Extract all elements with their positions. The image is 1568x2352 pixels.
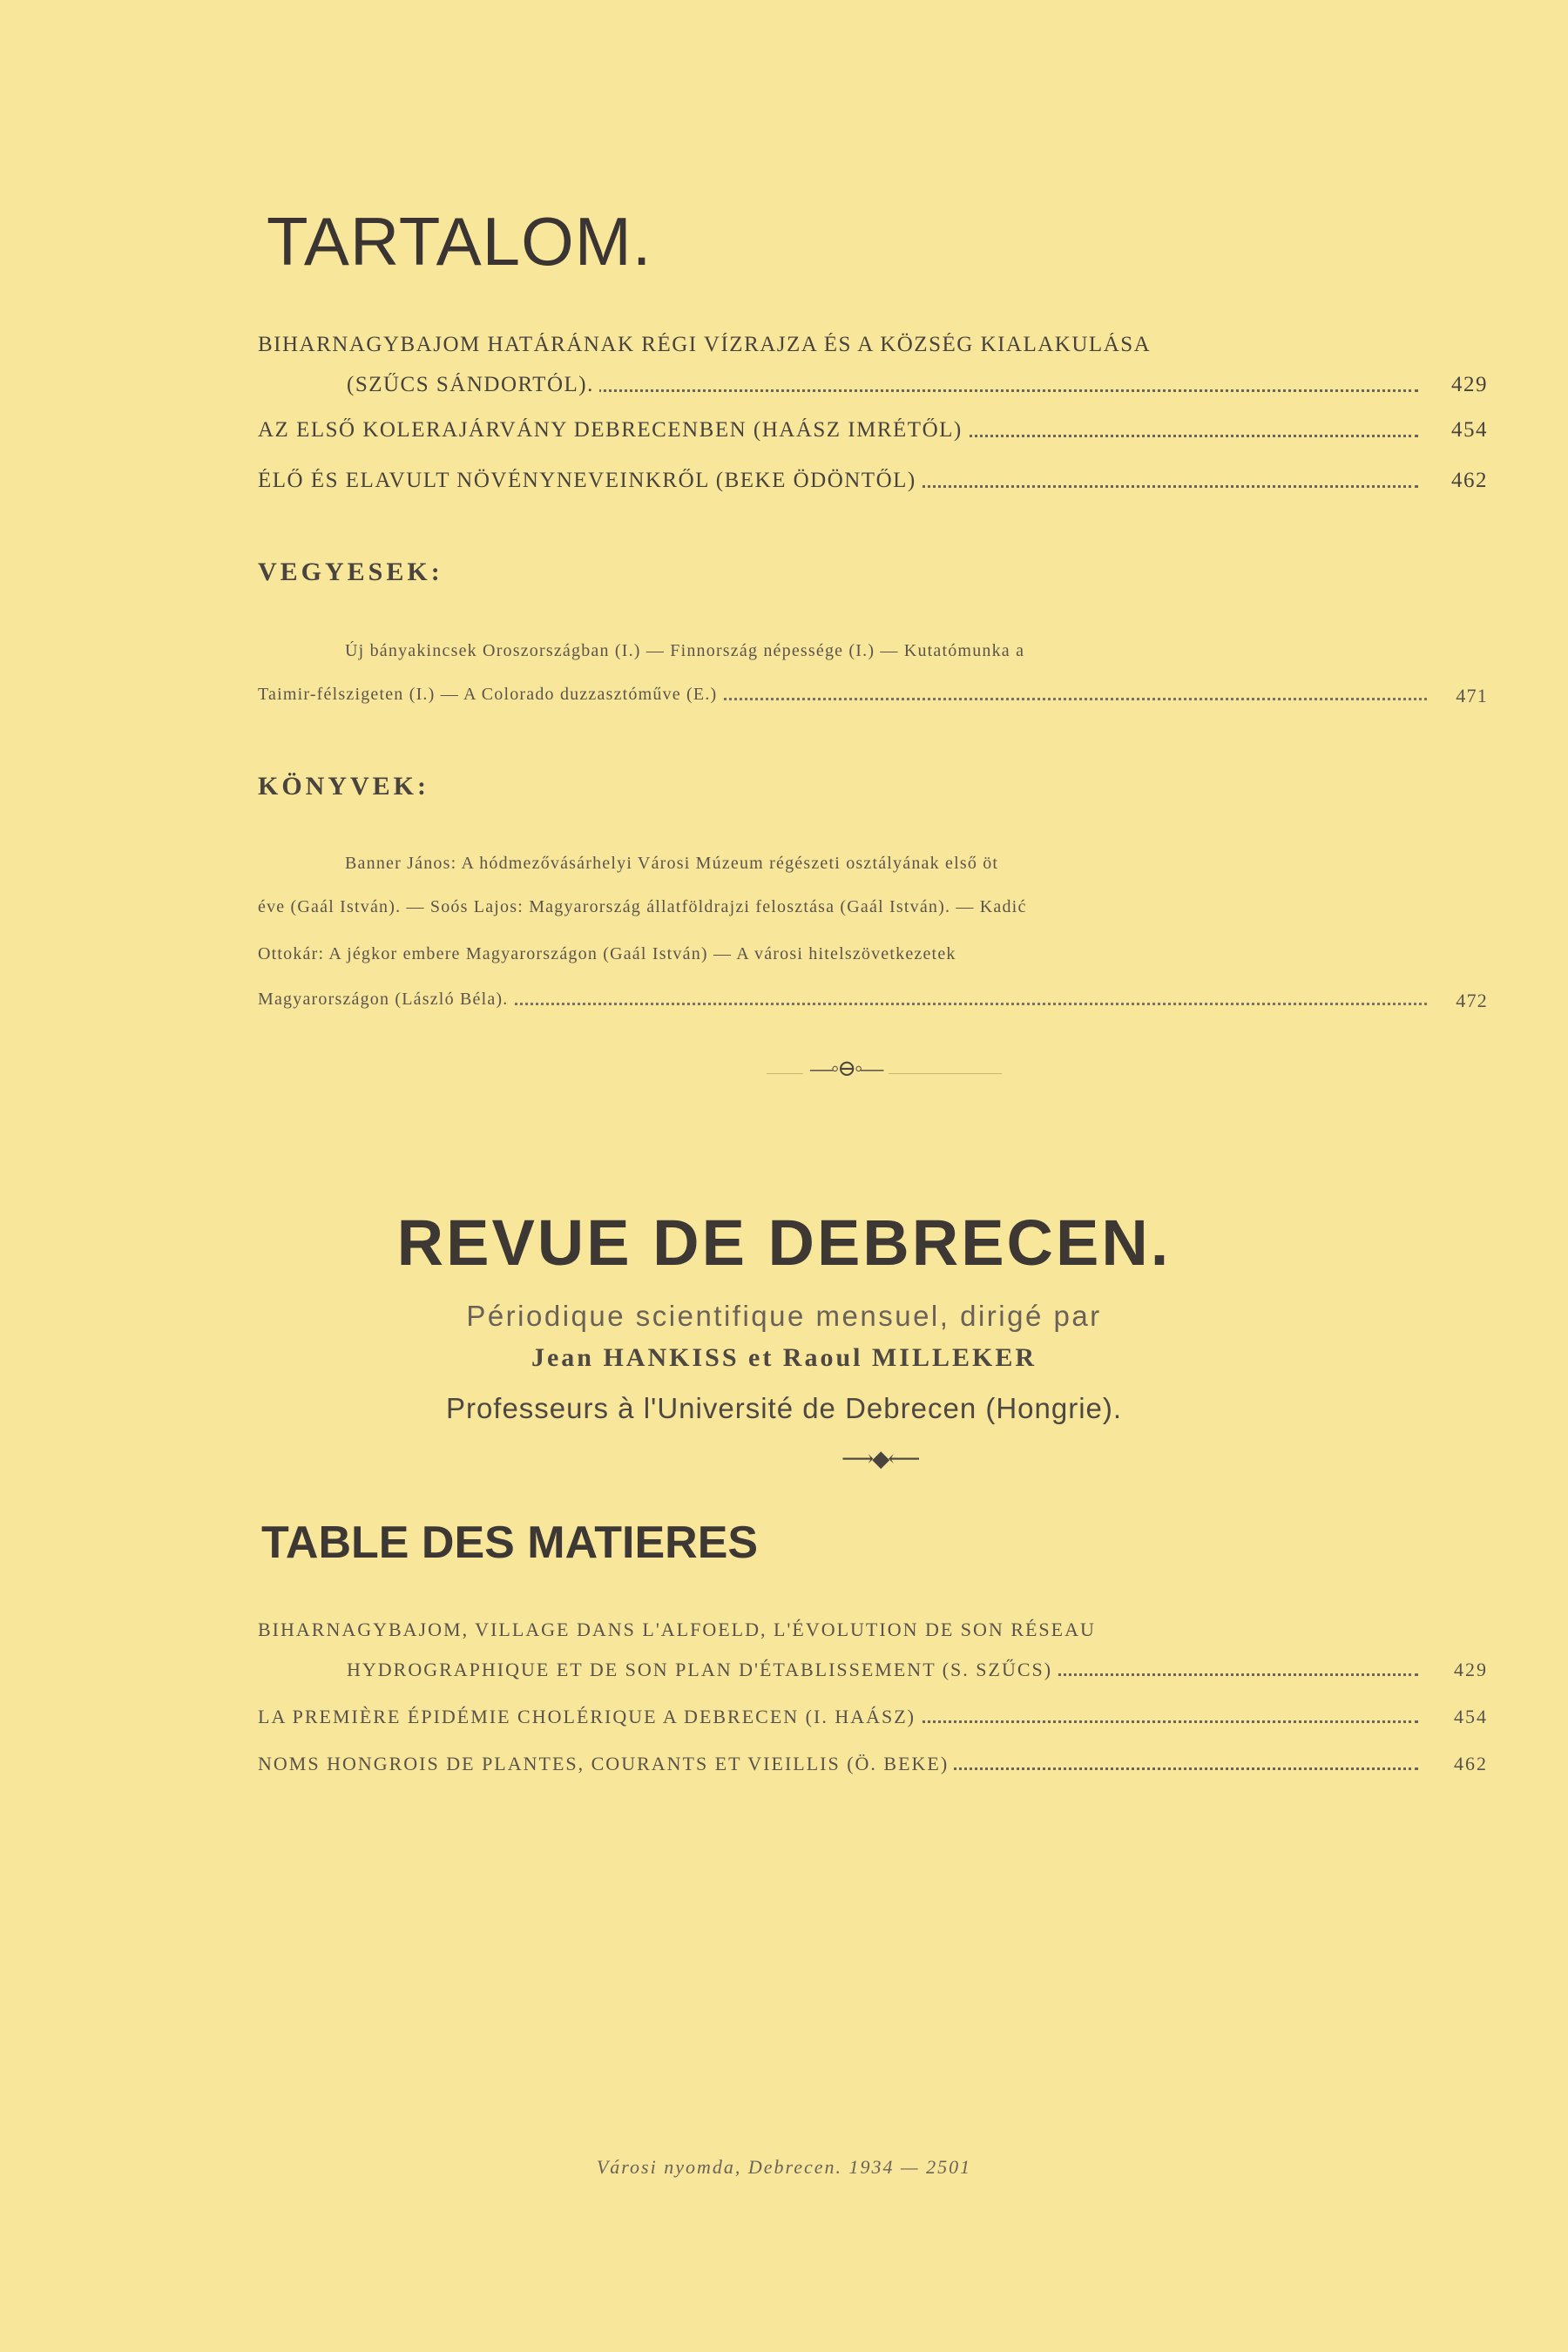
toc-entry-1-line-1: BIHARNAGYBAJOM HATÁRÁNAK RÉGI VÍZRAJZA ÉS A KÖZSÉG KIALAKULÁSA bbox=[258, 333, 1488, 357]
revue-title: REVUE DE DEBRECEN. bbox=[396, 1206, 1172, 1279]
vegyesek-heading: VEGYESEK: bbox=[258, 558, 443, 586]
fr-entry-2: LA PREMIÈRE ÉPIDÉMIE CHOLÉRIQUE A DEBRECEN (I. HAÁSZ) 454 bbox=[258, 1706, 1488, 1727]
page-number: 472 bbox=[1449, 990, 1488, 1010]
page-number: 471 bbox=[1449, 685, 1488, 705]
konyvek-line-4: Magyarországon (László Béla). 472 bbox=[258, 990, 1488, 1010]
vegyesek-line-2: Taimir-félszigeten (I.) — A Colorado duzzasztóműve (E.) 471 bbox=[258, 685, 1488, 705]
page-number: 462 bbox=[1444, 469, 1488, 493]
page-number: 462 bbox=[1447, 1753, 1488, 1775]
revue-editors: Jean HANKISS et Raoul MILLEKER bbox=[531, 1343, 1037, 1372]
page-number: 454 bbox=[1447, 1706, 1488, 1728]
konyvek-line-1: Banner János: A hódmezővásárhelyi Városi Múzeum régészeti osztályának első öt bbox=[345, 854, 1488, 874]
table-des-matieres-title: TABLE DES MATIERES bbox=[261, 1517, 759, 1568]
page-number: 429 bbox=[1444, 373, 1488, 397]
revue-professors: Professeurs à l'Université de Debrecen (Hongrie). bbox=[445, 1392, 1123, 1424]
toc-entry-1-line-2: (SZŰCS SÁNDORTÓL). 429 bbox=[347, 373, 1488, 396]
vegyesek-line-1: Új bányakincsek Oroszországban (I.) — Finnország népessége (I.) — Kutatómunka a bbox=[345, 641, 1488, 661]
toc-entry-2: AZ ELSŐ KOLERAJÁRVÁNY DEBRECENBEN (HAÁSZ IMRÉTŐL) 454 bbox=[258, 418, 1488, 442]
page-number: 454 bbox=[1444, 418, 1488, 443]
toc-entry-3: ÉLŐ ÉS ELAVULT NÖVÉNYNEVEINKRŐL (BEKE ÖDÖNTŐL) 462 bbox=[258, 469, 1488, 492]
fr-entry-1-line-2: HYDROGRAPHIQUE ET DE SON PLAN D'ÉTABLISSEMENT (S. SZŰCS) 429 bbox=[347, 1659, 1488, 1680]
fr-entry-1-line-1: BIHARNAGYBAJOM, VILLAGE DANS L'ALFOELD, L'ÉVOLUTION DE SON RÉSEAU bbox=[258, 1619, 1488, 1641]
konyvek-line-2: éve (Gaál István). — Soós Lajos: Magyarország állatföldrajzi felosztása (Gaál István). — Kadić bbox=[258, 897, 1488, 917]
revue-subtitle: Périodique scientifique mensuel, dirigé par bbox=[466, 1300, 1102, 1332]
ornament-arrows-icon: ⟶◆⟵ bbox=[841, 1446, 919, 1471]
printer-footer: Városi nyomda, Debrecen. 1934 — 2501 bbox=[596, 2156, 972, 2178]
fr-entry-3: NOMS HONGROIS DE PLANTES, COURANTS ET VIEILLIS (Ö. BEKE) 462 bbox=[258, 1753, 1488, 1774]
konyvek-heading: KÖNYVEK: bbox=[258, 772, 429, 801]
ornament-icon: —◦⊖◦— bbox=[803, 1056, 889, 1082]
page-number: 429 bbox=[1447, 1659, 1488, 1681]
konyvek-line-3: Ottokár: A jégkor embere Magyarországon (Gaál István) — A városi hitelszövetkezetek bbox=[258, 944, 1488, 964]
tartalom-title: TARTALOM. bbox=[267, 203, 652, 280]
